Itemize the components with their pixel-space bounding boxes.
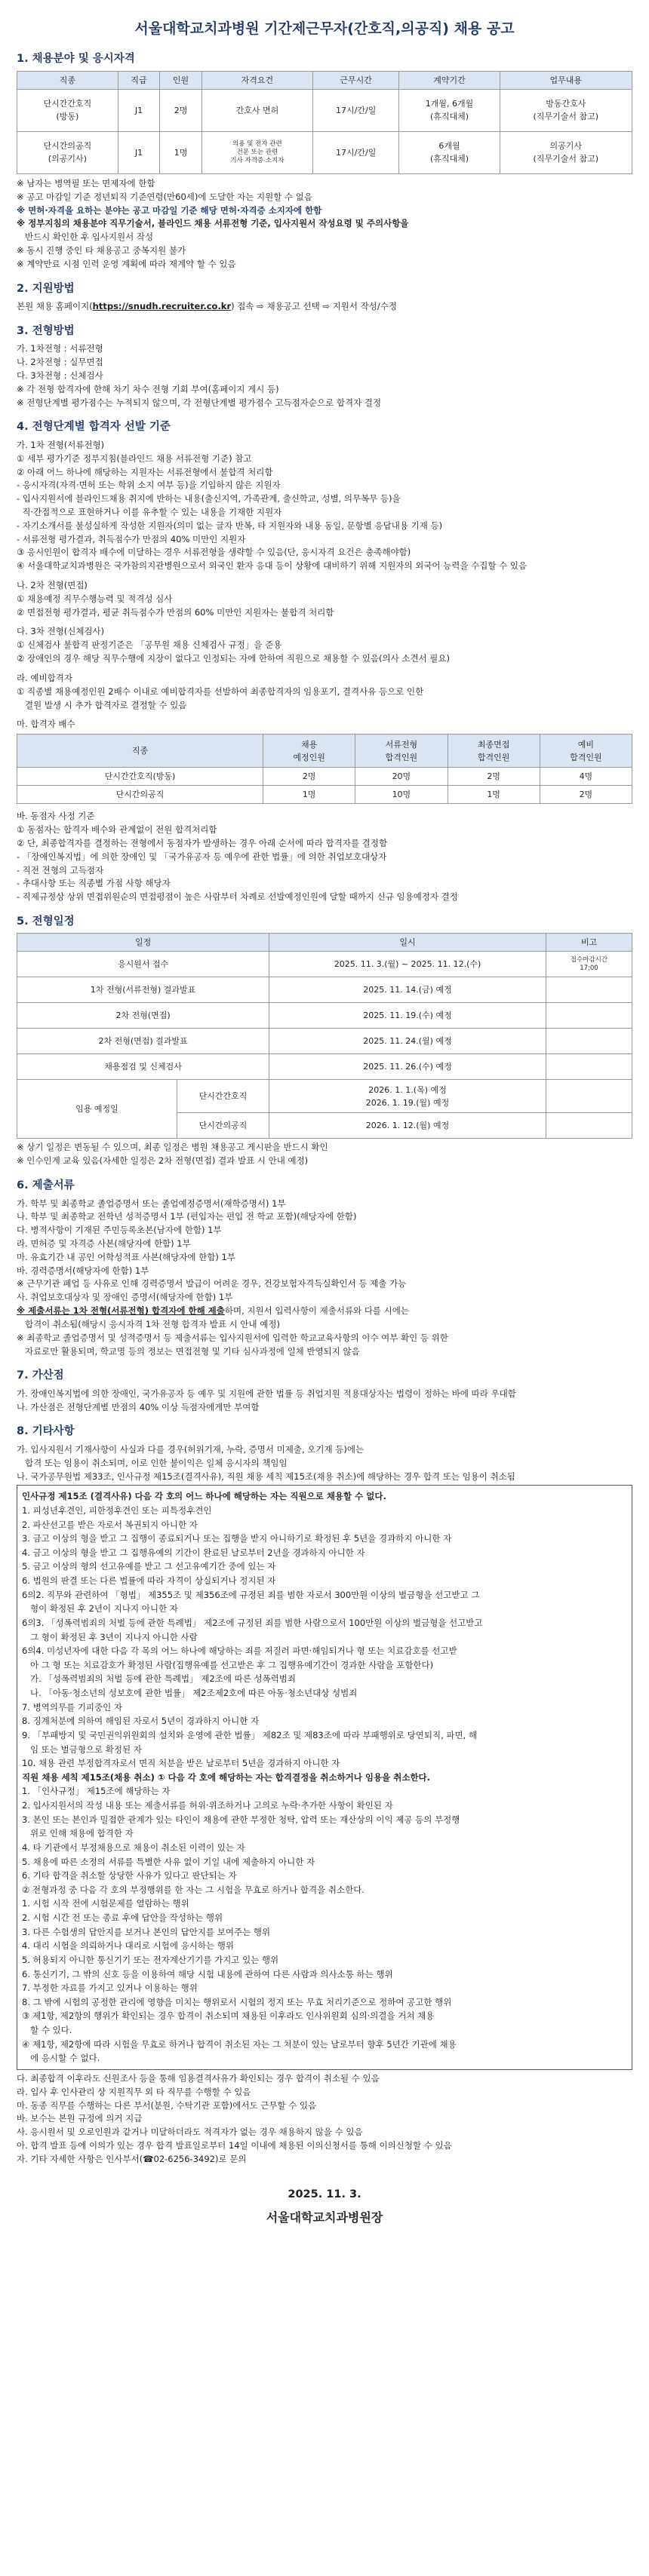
text-line: - 「장애인복지법」에 의한 장애인 및 「국가유공자 등 예우에 관한 법률」에 의한 취업보호대상자 xyxy=(17,851,387,862)
table-row xyxy=(17,786,632,804)
col-header: 직급 xyxy=(118,71,160,89)
text-line: - 응시자격(자격·면허 또는 학위 소지 여부 등)을 기입하지 않은 지원자 xyxy=(17,480,281,491)
text-line: 6. 법원의 판결 또는 다른 법률에 따라 자격이 상실되거나 정지된 자 xyxy=(22,1575,276,1587)
cell xyxy=(546,1054,632,1080)
text-line: ② 아래 어느 하나에 해당하는 지원자는 서류전형에서 불합격 처리함 xyxy=(17,466,273,477)
text-line: 5. 금고 이상의 형의 선고유예를 받고 그 선고유예기간 중에 있는 자 xyxy=(22,1561,276,1572)
cell: 2명 xyxy=(160,89,202,131)
table-row xyxy=(17,1003,632,1029)
section-apply xyxy=(17,281,632,314)
text-line: 5. 허용되지 아니한 통신기기 또는 전자계산기기를 가지고 있는 행위 xyxy=(22,1954,279,1965)
text-line: 나. 가산점은 전형단계별 만점의 40% 이상 득점자에게만 부여함 xyxy=(17,1401,260,1412)
cell: 2명 xyxy=(448,768,540,786)
text-line: ④ 제1항, 제2항에 따라 시험을 무효로 하거나 합격이 취소된 자는 그 처분이 있는 날로부터 향후 5년간 기관에 채용 xyxy=(22,2038,457,2050)
text-line: - 직제규정상 상위 면접위원순의 면접평점이 높은 사람부터 차례로 선발예정인원에 달할 때까지 신규 임용예정자 결정 xyxy=(17,891,458,903)
table-row xyxy=(17,768,632,786)
text-line: ※ 각 전형 합격자에 한해 차기 차수 전형 기회 부여(홈페이지 게시 등) xyxy=(17,383,279,394)
cell: 단시간의공직 (의공기사) xyxy=(17,131,118,173)
text-line: 가. 학부 및 최종학교 졸업증명서 또는 졸업예정증명서(재학증명서) 1부 xyxy=(17,1198,286,1209)
cell: 2025. 11. 3.(월) ~ 2025. 11. 12.(수) xyxy=(269,952,546,977)
note-line: 반드시 확인한 후 입사지원서 작성 xyxy=(17,232,154,243)
text-line: 7. 부정한 자료를 가지고 있거나 이용하는 행위 xyxy=(22,1983,198,1994)
text-line: 8. 그 밖에 시험의 공정한 관리에 영향을 미치는 행위로서 시험의 정지 또는 무효 처리기준으로 정하여 공고한 행위 xyxy=(22,1996,452,2007)
text-line: 형이 확정된 후 2년이 지나지 아니한 자 xyxy=(22,1603,178,1615)
cell: 2025. 11. 14.(금) 예정 xyxy=(269,977,546,1003)
etc-top xyxy=(17,1443,632,1483)
text-line: ② 장애인의 경우 해당 직무수행에 지장이 없다고 인정되는 자에 한하여 직원으로 채용할 수 있음(의사 소견서 필요) xyxy=(17,653,451,664)
page-title: 서울대학교치과병원 기간제근무자(간호직,의공직) 채용 공고 xyxy=(134,20,515,37)
cell: 17시/간/일 xyxy=(312,89,398,131)
cell: 1개월, 6개월 (휴직대체) xyxy=(399,89,500,131)
etc-bottom xyxy=(17,2072,632,2167)
col-header: 인원 xyxy=(160,71,202,89)
text-line: 나. 「아동·청소년의 성보호에 관한 법률」 제2조제2호에 따른 아동·청소년대상 성범죄 xyxy=(22,1688,358,1699)
section-heading: 7. 가산점 xyxy=(17,1369,64,1382)
text-line: ② 단, 최종합격자를 결정하는 전형에서 동점자가 발생하는 경우 아래 순서에 따라 합격자를 결정함 xyxy=(17,837,388,848)
disqualification-box xyxy=(17,1485,632,2070)
selection-lines xyxy=(17,342,632,409)
text-line: 직원 채용 세칙 제15조(채용 취소) ① 다음 각 호에 해당하는 자는 합격결정을 취소하거나 임용을 취소한다. xyxy=(22,1771,431,1783)
text-line: 6. 기타 합격을 취소할 상당한 사유가 있다고 판단되는 자 xyxy=(22,1870,237,1881)
text-line: 2. 파산선고를 받은 자로서 복권되지 아니한 자 xyxy=(22,1519,198,1530)
criteria-d xyxy=(17,672,632,712)
text-line: ※ 근무기관 폐업 등 사유로 인해 경력증명서 발급이 어려운 경우, 건강보험자격득실확인서 등 제출 가능 xyxy=(17,1278,407,1290)
col-header: 자격요건 xyxy=(201,71,312,89)
text-line: ① 신체검사 불합격 판정기준은 「공무원 채용 신체검사 규정」을 준용 xyxy=(17,639,282,651)
text-line: - 추대사항 또는 직종별 가점 사항 해당자 xyxy=(17,878,171,889)
note-line: ※ 공고 마감일 기준 정년퇴직 기준연령(만60세)에 도달한 자는 지원할 수 없음 xyxy=(17,191,312,202)
cell: 2차 전형(면접) 결과발표 xyxy=(17,1029,269,1054)
recruit-site-link[interactable]: https://snudh.recruiter.co.kr xyxy=(92,301,232,312)
text-line: 3. 다른 수험생의 답안지를 보거나 본인의 답안지를 보여주는 행위 xyxy=(22,1926,271,1937)
issuer-signature: 서울대학교치과병원장 xyxy=(266,2210,383,2225)
announcement-date: 2025. 11. 3. xyxy=(288,2188,361,2200)
text-line: 가. 장애인복지법에 의한 장애인, 국가유공자 등 예우 및 지원에 관한 법률 등 취업지원 적용대상자는 법령이 정하는 바에 따라 우대함 xyxy=(17,1388,516,1399)
text-line: 4. 대리 시험을 의뢰하거나 대리로 시험에 응시하는 행위 xyxy=(22,1940,234,1952)
text-line: 가. 1차 전형(서류전형) xyxy=(17,439,105,450)
section-heading: 3. 전형방법 xyxy=(17,324,75,337)
schedule-table xyxy=(17,933,632,1139)
text-line: 라. 예비합격자 xyxy=(17,672,72,683)
cell: 2명 xyxy=(540,786,632,804)
text-line: 라. 입사 후 인사관리 상 지원직무 외 타 직무를 수행할 수 있음 xyxy=(17,2086,251,2097)
text-line: 다. 최종합격 이후라도 신원조사 등을 통해 임용결격사유가 확인되는 경우 합격이 취소될 수 있음 xyxy=(17,2072,380,2084)
cell: 간호사 면허 xyxy=(201,89,312,131)
col-header: 업무내용 xyxy=(500,71,632,89)
table-row xyxy=(17,952,632,977)
text-line: ① 동점자는 합격자 배수와 관계없이 전원 합격처리함 xyxy=(17,824,217,836)
section-etc xyxy=(17,1423,632,2166)
cell: 단시간간호직 (방동) xyxy=(17,89,118,131)
text-line: 마. 동종 직무를 수행하는 다른 부서(분원, 수탁기관 포함)에서도 근무할 수 있음 xyxy=(17,2099,317,2111)
text-line: 아. 합격 발표 등에 이의가 있는 경우 합격 발표일로부터 14일 이내에 채용된 이의신청서를 통해 이의신청할 수 있음 xyxy=(17,2140,452,2151)
text-line: 1. 「인사규정」 제15조에 해당하는 자 xyxy=(22,1786,171,1797)
cell: 2명 xyxy=(263,768,355,786)
cell: 방동간호사 (직무기술서 참고) xyxy=(500,89,632,131)
text-line: 직·간접적으로 표현하거나 이를 유추할 수 있는 내용을 기재한 지원자 xyxy=(17,506,282,517)
text-line: 5. 채용에 따른 소정의 서류를 특별한 사유 없이 기일 내에 제출하지 아니한 자 xyxy=(22,1856,315,1867)
cell: 4명 xyxy=(540,768,632,786)
recruitment-table xyxy=(17,71,632,174)
text-line: 바. 보수는 본원 규정에 의거 지급 xyxy=(17,2113,143,2124)
multiplier-table xyxy=(17,734,632,804)
text-line: 다. 3차전형 : 신체검사 xyxy=(17,370,103,382)
text-line: 6의4. 미성년자에 대한 다음 각 목의 어느 하나에 해당하는 죄를 저질러 파면·해임되거나 형 또는 치료감호를 선고받 xyxy=(22,1645,457,1657)
cell: 2025. 11. 19.(수) 예정 xyxy=(269,1003,546,1029)
text-line: 위로 인해 채용에 합격한 자 xyxy=(22,1828,134,1839)
criteria-e-label: 마. 합격자 배수 xyxy=(17,719,75,730)
text-line: 2. 시험 시간 전 또는 종료 후에 답안을 작성하는 행위 xyxy=(22,1912,223,1924)
cell: J1 xyxy=(118,131,160,173)
text-line: 할 수 있다. xyxy=(22,2025,72,2036)
documents-list xyxy=(17,1198,632,1305)
cell: 17시/간/일 xyxy=(312,131,398,173)
text-line: ※ 최종학교 졸업증명서 및 성적증명서 등 제출서류는 입사지원서에 입력한 학교교육사항의 이수 여부 확인 등 위한 xyxy=(17,1332,448,1343)
section-recruitment xyxy=(17,51,632,271)
col-header: 직종 xyxy=(17,734,263,768)
text-line: 10. 채용 관련 부정합격자로서 면직 처분을 받은 날로부터 5년을 경과하지 아니한 자 xyxy=(22,1758,340,1769)
col-header: 최종면접 합격인원 xyxy=(448,734,540,768)
cell xyxy=(546,1113,632,1139)
text-line: 나. 2차 전형(면접) xyxy=(17,580,88,591)
text-line: 마. 유효기간 내 공인 어학성적표 사본(해당자에 한함) 1부 xyxy=(17,1251,235,1262)
recruitment-notes xyxy=(17,177,632,271)
text-line: ① 직종별 채용예정인원 2배수 이내로 예비합격자를 선발하여 최종합격자의 임용포기, 결격사유 등으로 인한 xyxy=(17,685,424,697)
text-line: ③ 제1항, 제2항의 행위가 확인되는 경우 합격이 취소되며 채용된 이후라도 인사위원회 심의·의결을 거쳐 채용 xyxy=(22,2010,435,2022)
section-documents xyxy=(17,1177,632,1358)
text-line: 바. 경력증명서(해당자에 한함) 1부 xyxy=(17,1265,149,1276)
cell: 2025. 11. 24.(월) 예정 xyxy=(269,1029,546,1054)
text-line: 9. 「부패방지 및 국민권익위원회의 설치와 운영에 관한 법률」 제82조 및 제83조에 따라 부패행위로 당연퇴직, 파면, 해 xyxy=(22,1729,478,1740)
text-line: 사. 취업보호대상자 및 장애인 증명서(해당자에 한함) 1부 xyxy=(17,1292,233,1303)
text-line: ※ 인수인계 교육 있음(자세한 일정은 2차 전형(면접) 결과 발표 시 안내 예정) xyxy=(17,1155,309,1167)
text-line: 8. 징계처분에 의하여 해임된 자로서 5년이 경과하지 아니한 자 xyxy=(22,1716,260,1727)
cell: 단시간간호직(방동) xyxy=(17,768,263,786)
text-line: - 자기소개서를 불성실하게 작성한 지원자(의미 없는 글자 반복, 타 지원자와 내용 동일, 문항별 응답내용 기재 등) xyxy=(17,520,443,531)
text-line: 6의3. 「성폭력범죄의 처벌 등에 관한 특례법」 제2조에 규정된 죄를 범한 사람으로서 100만원 이상의 벌금형을 선고받고 xyxy=(22,1617,483,1628)
text-line: 7. 병역의무를 기피중인 자 xyxy=(22,1701,123,1713)
text-line: 가. 「성폭력범죄의 처벌 등에 관한 특례법」 제2조에 따른 성폭력범죄 xyxy=(22,1673,297,1685)
text-line: ① 세부 평가기준 정부지침(블라인드 채용 서류전형 기준) 참고 xyxy=(17,452,252,464)
bonus-lines xyxy=(17,1388,632,1415)
table-row xyxy=(17,1054,632,1080)
text-line: 2. 입사지원서의 작성 내용 또는 제출서류를 허위·위조하거나 고의로 누락·추가한 사항이 확인된 자 xyxy=(22,1800,393,1811)
section-heading: 1. 채용분야 및 응시자격 xyxy=(17,53,135,66)
cell: 단시간의공직 xyxy=(177,1113,269,1139)
cell xyxy=(546,1029,632,1054)
cell: 20명 xyxy=(355,768,448,786)
table-row xyxy=(17,131,632,173)
cell: 임용 예정일 xyxy=(17,1080,177,1139)
text-line: 4. 타 기관에서 부정채용으로 채용이 취소된 이력이 있는 자 xyxy=(22,1842,245,1853)
text-line: 바. 동점자 사정 기준 xyxy=(17,811,95,822)
text-line: 3. 본인 또는 본인과 밀접한 관계가 있는 타인이 채용에 관한 부정한 청탁, 압력 또는 재산상의 이익 제공 등의 부정행 xyxy=(22,1814,460,1825)
table-row xyxy=(17,89,632,131)
text-line: 1. 피성년후견인, 피한정후견인 또는 피특정후견인 xyxy=(22,1504,212,1516)
section-schedule xyxy=(17,913,632,1168)
documents-warning-more xyxy=(17,1318,632,1358)
cell: 접수마감시간 17:00 xyxy=(546,952,632,977)
criteria-c xyxy=(17,625,632,665)
cell: 응시원서 접수 xyxy=(17,952,269,977)
cell: 의용 및 전자 관련 전문 또는 관련 기사 자격증 소지자 xyxy=(201,131,312,173)
cell: 2차 전형(면접) xyxy=(17,1003,269,1029)
text-line: ④ 서울대학교치과병원은 국가참의지관병원으로서 외국인 환자 응대 등이 상황에 대비하기 위해 지원자의 외국어 능력을 수집할 수 있음 xyxy=(17,560,528,572)
note-line: ※ 계약만료 시점 인력 운영 계획에 따라 재계약 할 수 있음 xyxy=(17,258,236,269)
table-header-row xyxy=(17,734,632,768)
text-line: 합격 또는 임용이 취소되며, 이로 인한 불이익은 일체 응시자의 책임임 xyxy=(17,1457,288,1468)
section-heading: 8. 기타사항 xyxy=(17,1425,75,1438)
text-line: ③ 응시인원이 합격자 배수에 미달하는 경우 서류전형을 생략할 수 있음(단, 응시자격 요건은 충족해야함) xyxy=(17,547,411,558)
text-line: 다. 병적사항이 기재된 주민등록초본(남자에 한함) 1부 xyxy=(17,1225,222,1236)
table-row xyxy=(17,977,632,1003)
text-line: 사. 응시원서 및 오로인원과 같거나 미달하더라도 적격자가 없는 경우 채용하지 않을 수 있음 xyxy=(17,2127,363,2138)
cell: 6개월 (휴직대체) xyxy=(399,131,500,173)
text-line: ※ 상기 일정은 변동될 수 있으며, 최종 일정은 병원 채용공고 게시판을 반드시 확인 xyxy=(17,1142,328,1153)
section-heading: 6. 제출서류 xyxy=(17,1179,75,1192)
section-selection xyxy=(17,323,632,410)
text-line: 에 응시할 수 없다. xyxy=(22,2053,100,2064)
col-header: 서류전형 합격인원 xyxy=(355,734,448,768)
text-line: 1. 시험 시작 전에 시험문제를 열람하는 행위 xyxy=(22,1898,189,1909)
text-line: 자료로만 활용되며, 학교명 등의 정보는 면접전형 및 기타 심사과정에 일체 반영되지 않음 xyxy=(17,1345,360,1357)
text-line: ② 면접전형 평가결과, 평균 취득점수가 만점의 60% 미만인 지원자는 불합격 처리함 xyxy=(17,606,334,618)
col-header: 채용 예정인원 xyxy=(263,734,355,768)
cell: 의공기사 (직무기술서 참고) xyxy=(500,131,632,173)
section-heading: 5. 전형일정 xyxy=(17,915,75,928)
section-heading: 2. 지원방법 xyxy=(17,282,75,295)
text-line: ① 채용예정 직무수행능력 및 적격성 심사 xyxy=(17,593,173,604)
text-line: 아 그 형 또는 치료감호가 확정된 사람(집행유예를 선고받은 후 그 집행유예기간이 경과한 사람을 포함한다) xyxy=(22,1659,434,1670)
note-line: ※ 정부지침의 채용분야 직무기술서, 블라인드 채용 서류전형 기준, 입사지원서 작성요령 및 주의사항을 xyxy=(17,218,409,229)
text-line: 가. 1차전형 : 서류전형 xyxy=(17,343,103,354)
text-line: - 직전 전형의 고득점자 xyxy=(17,864,104,876)
table-header-row xyxy=(17,934,632,952)
cell: 1명 xyxy=(160,131,202,173)
text-line: ② 전형과정 중 다음 각 호의 부정행위를 한 자는 그 시험을 무효로 하거나 합격을 취소한다. xyxy=(22,1884,364,1895)
text-line: 가. 입사지원서 기재사항이 사실과 다를 경우(허위기재, 누락, 증명서 미제출, 오기재 등)에는 xyxy=(17,1443,364,1455)
cell xyxy=(546,1003,632,1029)
text-line: 6의2. 직무와 관련하여 「형법」 제355조 및 제356조에 규정된 죄를 범한 자로서 300만원 이상의 벌금형을 선고받고 그 xyxy=(22,1589,480,1600)
col-header: 일시 xyxy=(269,934,546,952)
cell: 1차 전형(서류전형) 결과발표 xyxy=(17,977,269,1003)
cell xyxy=(546,977,632,1003)
text-line: - 서류전형 평가결과, 취득점수가 만점의 40% 미만인 지원자 xyxy=(17,533,246,544)
cell: 1명 xyxy=(263,786,355,804)
criteria-f xyxy=(17,810,632,904)
cell xyxy=(546,1080,632,1113)
col-header: 예비 합격인원 xyxy=(540,734,632,768)
col-header: 일정 xyxy=(17,934,269,952)
text-line: 자. 기타 자세한 사항은 인사부서(☎02-6256-3492)로 문의 xyxy=(17,2153,247,2164)
cell: 2025. 11. 26.(수) 예정 xyxy=(269,1054,546,1080)
section-criteria xyxy=(17,419,632,904)
note-line: ※ 남자는 병역필 또는 면제자에 한함 xyxy=(17,177,155,189)
criteria-b xyxy=(17,579,632,619)
col-header: 비고 xyxy=(546,934,632,952)
table-header-row xyxy=(17,71,632,89)
note-line: ※ 면허·자격을 요하는 분야는 공고 마감일 기준 해당 면허·자격증 소지자에 한함 xyxy=(17,204,322,216)
text-line: 임 또는 벌금형으로 확정된 자 xyxy=(22,1743,142,1755)
apply-line: 본원 채용 홈페이지(https://snudh.recruiter.co.kr) 접속 ⇨ 채용공고 선택 ⇨ 지원서 작성/수정 xyxy=(17,301,397,312)
section-bonus xyxy=(17,1367,632,1414)
documents-warning: ※ 제출서류는 1차 전형(서류전형) 합격자에 한해 제출하며, 지원서 입력사항이 제출서류와 다를 시에는 xyxy=(17,1305,410,1317)
text-line: 나. 국가공무원법 제33조, 인사규정 제15조(결격사유), 직원 채용 세칙 제15조(채용 취소)에 해당하는 경우 합격 또는 임용이 취소됨 xyxy=(17,1470,515,1482)
text-line: 합격이 취소됨(해당시 응시자격 1차 전형 합격자 발표 시 안내 예정) xyxy=(17,1318,280,1329)
table-row xyxy=(17,1080,632,1113)
text-line: 나. 학부 및 최종학교 전학년 성적증명서 1부 (편입자는 편입 전 학교 포함)(해당자에 한함) xyxy=(17,1211,357,1222)
cell: 2026. 1. 1.(목) 예정 2026. 1. 19.(월) 예정 xyxy=(269,1080,546,1113)
text-line: ※ 전형단계별 평가점수는 누적되지 않으며, 각 전형단계별 평가점수 고득점자순으로 합격자 결정 xyxy=(17,397,382,408)
col-header: 근무시간 xyxy=(312,71,398,89)
criteria-a xyxy=(17,439,632,573)
text-line: 3. 금고 이상의 형을 받고 그 집행이 종료되거나 또는 집행을 받지 아니하기로 확정된 후 5년을 경과하지 아니한 자 xyxy=(22,1533,452,1544)
text-line: 나. 2차전형 : 실무면접 xyxy=(17,357,103,368)
cell: 단시간의공직 xyxy=(17,786,263,804)
section-heading: 4. 전형단계별 합격자 선발 기준 xyxy=(17,421,171,434)
text-line: 6. 통신기기, 그 밖의 신호 등을 이용하여 해당 시험 내용에 관하여 다른 사람과 의사소통 하는 행위 xyxy=(22,1968,393,1980)
schedule-notes xyxy=(17,1141,632,1168)
cell: 2026. 1. 12.(월) 예정 xyxy=(269,1113,546,1139)
text-line: 라. 면허증 및 자격증 사본(해당자에 한함) 1부 xyxy=(17,1238,191,1249)
text-line: 4. 금고 이상의 형을 받고 그 집행유예의 기간이 완료된 날로부터 2년을 경과하지 아니한 자 xyxy=(22,1547,365,1558)
text-line: 그 형이 확정된 후 3년이 지나지 아니한 사람 xyxy=(22,1631,198,1642)
text-line: 결원 발생 시 추가 합격자로 결정할 수 있음 xyxy=(17,699,187,710)
col-header: 직종 xyxy=(17,71,118,89)
text-line: 인사규정 제15조 (결격사유) 다음 각 호의 어느 하나에 해당하는 자는 직원으로 채용할 수 없다. xyxy=(22,1491,386,1502)
text-line: - 입사지원서에 블라인드채용 취지에 반하는 내용(출신지역, 가족관계, 출신학교, 성별, 의무복무 등)을 xyxy=(17,493,401,504)
cell: 10명 xyxy=(355,786,448,804)
cell: 1명 xyxy=(448,786,540,804)
col-header: 계약기간 xyxy=(399,71,500,89)
cell: J1 xyxy=(118,89,160,131)
table-row xyxy=(17,1029,632,1054)
note-line: ※ 동시 진행 중인 타 채용공고 중복지원 불가 xyxy=(17,245,186,256)
cell: 채용점검 및 신체검사 xyxy=(17,1054,269,1080)
cell: 단시간간호직 xyxy=(177,1080,269,1113)
text-line: 다. 3차 전형(신체검사) xyxy=(17,626,105,637)
